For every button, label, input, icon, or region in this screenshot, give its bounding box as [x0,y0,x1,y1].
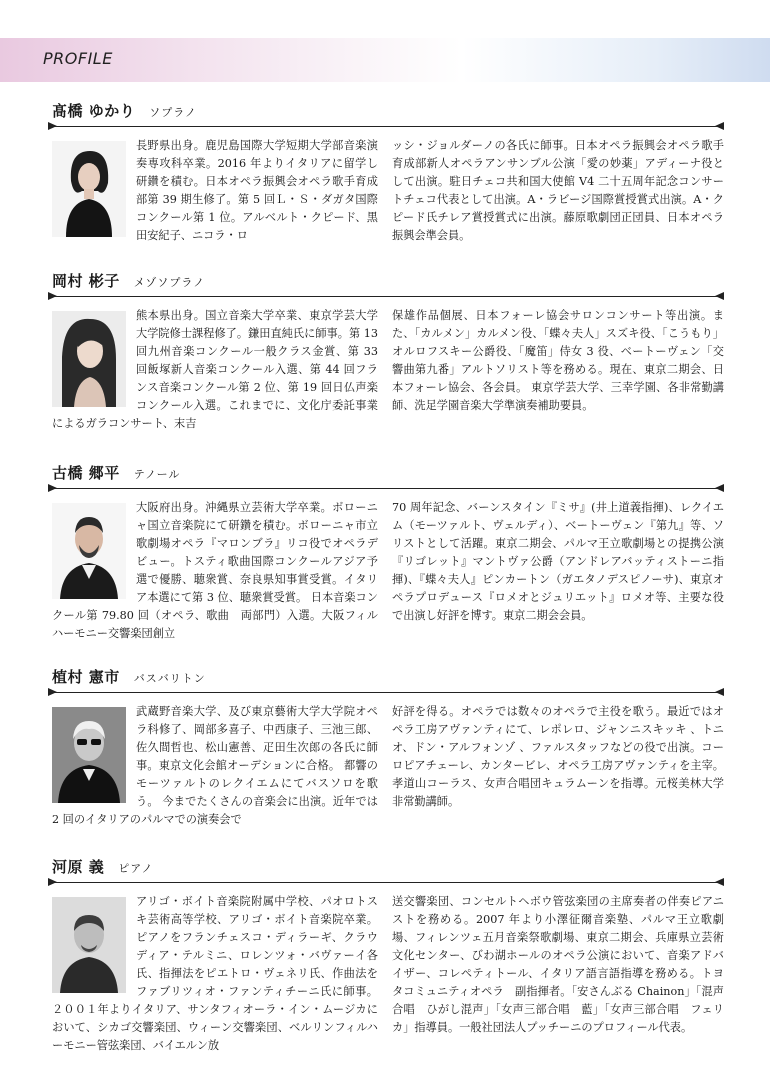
bio-text: 好評を得る。オペラでは数々のオペラで主役を歌う。最近ではオペラ工房アヴァンティにて、レポレロ、ジャンニスキッキ 、トニオ、ドン・アルフォンゾ 、ファルスタッフなどの役で出演。コーロピアチェーレ、カンタービレ、オペラ工房アヴァンティを主宰。孝道山コーラス、女声合唱団キュラムーンを指導。元桜美林大学非常勤講師。 [392,705,724,808]
divider-line [52,692,722,693]
divider-right-arrow [715,688,724,696]
divider-line [52,882,722,883]
voice-part: メゾソプラノ [133,276,206,289]
bio-column-left [52,893,378,1055]
divider-right-arrow [715,292,724,300]
bio-column-left [52,703,378,829]
bio-column-left [52,137,378,245]
profile-header [52,100,197,120]
divider-left-arrow [48,292,57,300]
bio-column-right [392,307,724,415]
bio-text: 熊本県出身。国立音楽大学卒業、東京学芸大学大学院修士課程修了。鎌田直純氏に師事。第 13 回九州音楽コンクール一般クラス金賞、第 33 回飯塚新人音楽コンクール入選、第 44 回フランス音楽コンクール第 2 位、第 19 回日仏声楽コンクール入選。これまでに、文化庁委託事業によるガラコンサート、末吉 [52,309,378,430]
voice-part: ソプラノ [149,106,197,119]
bio-column-left [52,307,378,433]
bio-text: 大阪府出身。沖縄県立芸術大学卒業。ボローニャ国立音楽院にて研鑽を積む。ボローニャ市立歌劇場オペラ『マロンブラ』リコ役でオペラデビュー。トスティ歌曲国際コンクールアジア予選で優勝、聴衆賞、奈良県知事賞受賞。イタリア本選にて第 3 位、聴衆賞受賞。 日本音楽コンクール第 79.80 回（オペラ、歌曲 両部門）入選。大阪フィルハーモニー交響楽団創立 [52,501,378,640]
divider-left-arrow [48,688,57,696]
performer-name: 古橋 郷平 [52,464,120,482]
bio-text: ッシ・ジョルダーノの各氏に師事。日本オペラ振興会オペラ歌手育成部新人オペラアンサンブル公演「愛の妙薬」アディーナ役として出演。駐日チェコ共和国大使館 V4 二十五周年記念コンサートチェコ代表として出演。A・ラビージ国際賞授賞式出演。A・クピード氏チレア賞授賞式に出演。藤原歌劇団正団員、日本オペラ振興会準会員。 [392,139,724,242]
voice-part: ピアノ [118,862,154,875]
bio-text: 武蔵野音楽大学、及び東京藝術大学大学院オペラ科修了、岡部多喜子、中西康子、三池三郎、佐久間哲也、松山憲善、疋田生次郎の各氏に師事。東京文化会館オーデションに合格。 都響のモーツァルトのレクイエムにてバスソロを歌う。 今までたくさんの音楽会に出演。近年では 2 回のイタリアのパルマでの演奏会で [52,705,378,826]
performer-name: 河原 義 [52,858,105,876]
divider-left-arrow [48,122,57,130]
divider-right-arrow [715,484,724,492]
performer-name: 髙橋 ゆかり [52,102,136,120]
voice-part: テノール [133,468,181,481]
bio-text: アリゴ・ボイト音楽院附属中学校、パオロトスキ芸術高等学校、アリゴ・ボイト音楽院卒業。ピアノをフランチェスコ・ディラーギ、クラウディア・テルミニ、ロレンツォ・バヴァーイ各氏、指揮法をピエトロ・ヴェネリ氏、作曲法をファブリツィオ・ファンティチーニ氏に師事。２００１年よりイタリア、サンタフィオーラ・イン・ムージカにおいて、シカゴ交響楽団、ウィーン交響楽団、ベルリンフィルハーモニー管弦楽団、バイエルン放 [52,895,378,1052]
divider-left-arrow [48,878,57,886]
bio-column-right [392,703,724,811]
divider-right-arrow [715,122,724,130]
divider-left-arrow [48,484,57,492]
bio-text: 保雄作品個展、日本フォーレ協会サロンコンサート等出演。また、「カルメン」カルメン役、「蝶々夫人」スズキ役、「こうもり」オルロフスキー公爵役、「魔笛」侍女 3 役、ベートーヴェン「交響曲第九番」アルトソリスト等を務める。現在、東京二期会、日本フォーレ協会、各会員。 東京学芸大学、三幸学園、各非常勤講師、洗足学園音楽大学準演奏補助要員。 [392,309,724,412]
divider-line [52,488,722,489]
profile-header [52,270,205,290]
divider-right-arrow [715,878,724,886]
profile-header [52,856,153,876]
bio-column-right [392,893,724,1037]
voice-part: バスバリトン [133,672,206,685]
bio-text: 長野県出身。鹿児島国際大学短期大学部音楽演奏専攻科卒業。2016 年よりイタリアに留学し研鑽を積む。日本オペラ振興会オペラ歌手育成部第 39 期生修了。第 5 回Ｌ・Ｓ・ダガタ国際コンクール第 1 位。アルベルト・クピード、黒田安紀子、ニコラ・ロ [136,139,378,242]
page-title: PROFILE [43,49,113,68]
divider-line [52,296,722,297]
profile-banner [0,38,770,82]
performer-name: 岡村 彬子 [52,272,120,290]
bio-text: 70 周年記念、バーンスタイン『ミサ』(井上道義指揮)、レクイエム（モーツァルト、ヴェルディ）、ベートーヴェン『第九』等、ソリストとして活躍。東京二期会、パルマ王立歌劇場との提携公演『リゴレット』マントヴァ公爵（アンドレアバッティストーニ指揮)、『蝶々夫人』ピンカートン（ガエタノデスピノーサ)、東京オペラプロデュース『ロメオとジュリエット』ロメオ等、主要な役で出演し好評を博す。東京二期会会員。 [392,501,724,622]
bio-column-left [52,499,378,643]
bio-column-right [392,499,724,625]
divider-line [52,126,722,127]
profile-header [52,462,180,482]
bio-column-right [392,137,724,245]
bio-text: 送交響楽団、コンセルトヘボウ管弦楽団の主席奏者の伴奏ピアニストを務める。2007 年より小澤征爾音楽塾、パルマ王立歌劇場、フィレンツェ五月音楽祭歌劇場、東京二期会、兵庫県立芸術文化センター、びわ湖ホールのオペラ公演において、音楽アドバイザー、コレペティトール、イタリア語言語指導を務める。トヨタコミュニティオペラ 副指揮者。「安さんぶる Chainon」「混声合唱 ひがし混声」「女声三部合唱 藍」「女声三部合唱 フェリカ」指導員。一般社団法人プッチーニのプロフィール代表。 [392,895,724,1034]
performer-name: 植村 憲市 [52,668,120,686]
profile-header [52,666,206,686]
